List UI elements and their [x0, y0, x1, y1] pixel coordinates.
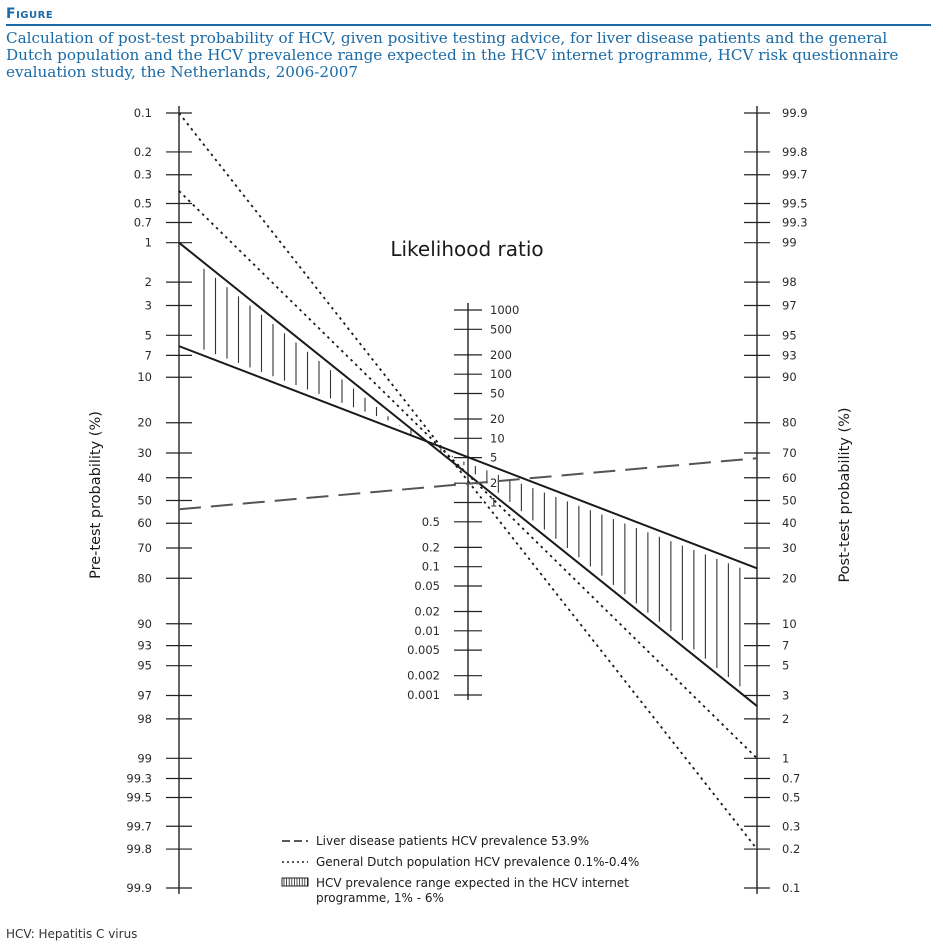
pre-test-axis-title: Pre-test probability (%): [88, 411, 104, 579]
likelihood-ratio-tick-label: 5: [490, 450, 498, 465]
pre-test-tick-label: 95: [137, 658, 152, 673]
post-test-tick-label: 5: [782, 658, 790, 673]
pre-test-tick-label: 0.3: [133, 167, 152, 182]
pre-test-tick-label: 1: [144, 235, 152, 250]
likelihood-ratio-tick-label: 10: [490, 431, 505, 446]
post-test-tick-label: 99.9: [782, 106, 808, 120]
post-test-tick-label: 3: [782, 688, 790, 703]
pre-test-tick-label: 3: [144, 298, 152, 313]
post-test-tick-label: 99.5: [782, 196, 808, 211]
post-test-tick-label: 99.3: [782, 215, 808, 230]
likelihood-ratio-tick-label: 20: [490, 412, 505, 427]
pre-test-tick-label: 0.1: [133, 106, 152, 120]
likelihood-ratio-tick-label: 0.1: [421, 559, 440, 574]
likelihood-ratio-title: Likelihood ratio: [390, 237, 544, 261]
post-test-tick-label: 0.5: [782, 790, 801, 805]
post-test-tick-label: 0.7: [782, 771, 801, 786]
likelihood-ratio-tick-label: 0.5: [421, 514, 440, 529]
pre-test-tick-label: 2: [144, 275, 152, 290]
post-test-tick-label: 99: [782, 235, 797, 250]
post-test-tick-label: 90: [782, 370, 797, 385]
pre-test-tick-label: 60: [137, 516, 152, 531]
pre-test-tick-label: 20: [137, 415, 152, 430]
pre-test-tick-label: 70: [137, 541, 152, 556]
likelihood-ratio-tick-label: 0.001: [407, 688, 440, 702]
pre-test-tick-label: 99.5: [126, 790, 152, 805]
post-test-tick-label: 99.8: [782, 144, 808, 159]
post-test-tick-label: 30: [782, 541, 797, 556]
likelihood-ratio-tick-label: 0.01: [414, 623, 440, 638]
legend-label: HCV prevalence range expected in the HCV internet: [316, 876, 629, 890]
post-test-tick-label: 1: [782, 751, 790, 766]
legend-label: General Dutch population HCV prevalence 0.1%-0.4%: [316, 855, 640, 869]
pre-test-tick-label: 0.2: [133, 144, 152, 159]
post-test-tick-label: 98: [782, 275, 797, 290]
post-test-tick-label: 7: [782, 638, 790, 653]
pre-test-tick-label: 0.5: [133, 196, 152, 211]
pre-test-tick-label: 98: [137, 711, 152, 726]
likelihood-ratio-tick-label: 2: [490, 476, 498, 491]
pre-test-tick-label: 10: [137, 370, 152, 385]
post-test-tick-label: 0.3: [782, 819, 801, 834]
post-test-tick-label: 0.2: [782, 842, 801, 857]
post-test-tick-label: 80: [782, 415, 797, 430]
legend-swatch-hatched: [282, 878, 308, 886]
post-test-tick-label: 10: [782, 616, 797, 631]
likelihood-ratio-tick-label: 1000: [490, 303, 520, 317]
footnote: HCV: Hepatitis C virus: [6, 927, 138, 941]
likelihood-ratio-tick-label: 0.005: [407, 643, 440, 658]
pre-test-tick-label: 99: [137, 751, 152, 766]
pre-test-tick-label: 99.3: [126, 771, 152, 786]
likelihood-ratio-tick-label: 1: [490, 495, 498, 510]
pre-test-tick-label: 99.8: [126, 842, 152, 857]
pre-test-tick-label: 99.9: [126, 881, 152, 895]
post-test-tick-label: 60: [782, 470, 797, 485]
post-test-tick-label: 97: [782, 298, 797, 313]
post-test-tick-label: 0.1: [782, 881, 801, 895]
likelihood-ratio-tick-label: 0.05: [414, 578, 440, 593]
likelihood-ratio-tick-label: 0.02: [414, 604, 440, 619]
pre-test-tick-label: 40: [137, 470, 152, 485]
post-test-tick-label: 95: [782, 328, 797, 343]
pre-test-tick-label: 7: [144, 348, 152, 363]
post-test-tick-label: 93: [782, 348, 797, 363]
post-test-tick-label: 40: [782, 516, 797, 531]
pre-test-tick-label: 50: [137, 493, 152, 508]
pre-test-tick-label: 0.7: [133, 215, 152, 230]
likelihood-ratio-tick-label: 0.2: [421, 540, 440, 555]
legend-label: Liver disease patients HCV prevalence 53.9%: [316, 834, 590, 848]
pre-test-tick-label: 5: [144, 328, 152, 343]
likelihood-ratio-tick-label: 100: [490, 367, 512, 382]
likelihood-ratio-tick-label: 50: [490, 386, 505, 401]
post-test-tick-label: 99.7: [782, 167, 808, 182]
post-test-tick-label: 2: [782, 711, 790, 726]
pre-test-tick-label: 30: [137, 445, 152, 460]
pre-test-tick-label: 97: [137, 688, 152, 703]
legend-label: programme, 1% - 6%: [316, 891, 444, 905]
post-test-tick-label: 70: [782, 445, 797, 460]
figure-caption: Calculation of post-test probability of HCV, given positive testing advice, for liver disease patients and the general Dutch population and the HCV prevalence range expected in the HCV internet programme, HCV risk questionnaire evaluation study, the Netherlands, 2006-2007: [6, 29, 899, 81]
pre-test-tick-label: 99.7: [126, 819, 152, 834]
likelihood-ratio-tick-label: 500: [490, 322, 512, 337]
figure-label: Figure: [6, 6, 54, 22]
likelihood-ratio-tick-label: 200: [490, 347, 512, 362]
post-test-tick-label: 20: [782, 571, 797, 586]
post-test-axis-title: Post-test probability (%): [837, 407, 853, 583]
likelihood-ratio-tick-label: 0.002: [407, 668, 440, 683]
post-test-tick-label: 50: [782, 493, 797, 508]
pre-test-tick-label: 80: [137, 571, 152, 586]
pre-test-tick-label: 93: [137, 638, 152, 653]
pre-test-tick-label: 90: [137, 616, 152, 631]
